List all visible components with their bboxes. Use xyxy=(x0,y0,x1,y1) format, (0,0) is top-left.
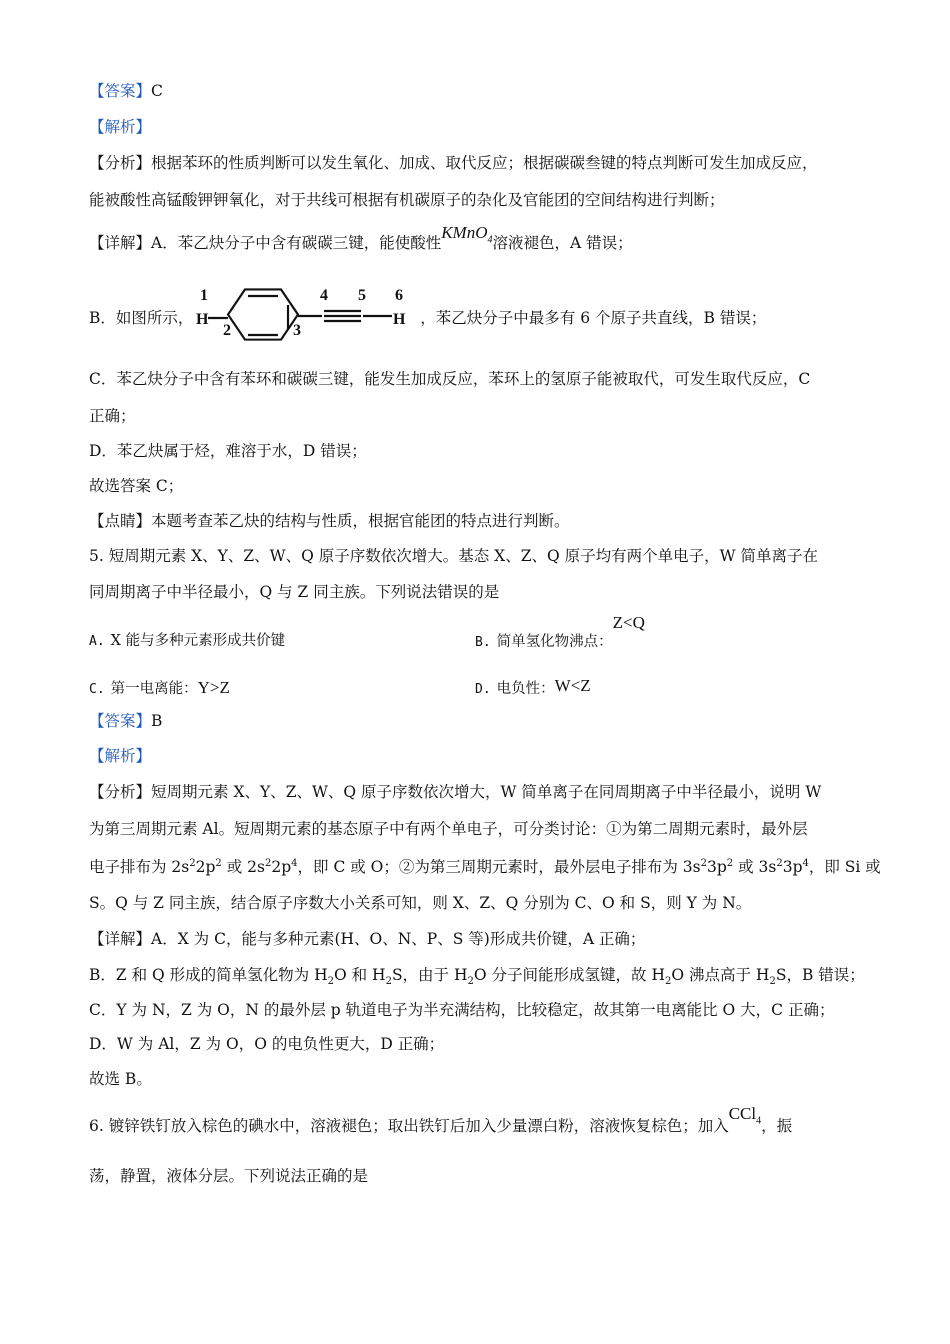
text-seg: O 沸点高于 H xyxy=(671,966,770,984)
answer-tag: 【答案】 xyxy=(89,82,152,100)
q4-analysis-tag: 【解析】 xyxy=(89,118,152,136)
option-c-letter: C. xyxy=(89,682,105,697)
text-seg: 3p xyxy=(706,858,727,876)
q5-fenxi-line4: S。Q 与 Z 同主族，结合原子序数大小关系可知，则 X、Z、Q 分别为 C、O 和 S，则 Y 为 N。 xyxy=(89,894,752,912)
q4-detail-c-line2: 正确； xyxy=(89,407,136,425)
option-d-formula: W<Z xyxy=(554,676,591,695)
q5-detail-d: D．W 为 Al，Z 为 O，O 的电负性更大，D 正确； xyxy=(89,1035,445,1053)
q5-fenxi-line2: 为第三周期元素 Al。短周期元素的基态原子中有两个单电子，可分类讨论：①为第二周期元素时，最外层 xyxy=(89,820,808,838)
answer-value: B xyxy=(151,712,163,730)
text-seg: S，B 错误； xyxy=(775,966,865,984)
label-4: 4 xyxy=(320,287,328,304)
option-d-text: 电负性： xyxy=(496,681,555,697)
ccl4-sub: 4 xyxy=(756,1115,762,1127)
option-b-formula: Z<Q xyxy=(612,613,645,632)
detail-b-pre: B．如图所示， xyxy=(89,309,194,327)
q4-detail-a xyxy=(89,223,633,253)
text-seg: O 分子间能形成氢键，故 H xyxy=(473,966,665,984)
q4-choose: 故选答案 C； xyxy=(89,477,184,495)
answer-value: C xyxy=(151,82,163,100)
text-seg: ，即 C 或 O；②为第三周期元素时，最外层电子排布为 3s xyxy=(297,858,701,876)
q6-stem-pre: 6. 镀锌铁钉放入棕色的碘水中，溶液褪色；取出铁钉后加入少量漂白粉，溶液恢复棕色；加入 xyxy=(89,1117,729,1135)
label-2: 2 xyxy=(223,322,231,339)
option-d-letter: D. xyxy=(475,682,491,697)
text-seg: ，即 Si 或 xyxy=(808,858,881,876)
sup: 2 xyxy=(726,857,734,869)
text-seg: 2p xyxy=(271,858,292,876)
text-seg: 电子排布为 2s xyxy=(89,858,190,876)
sup: 2 xyxy=(776,857,783,869)
ccl4-formula xyxy=(728,1104,762,1127)
sub: 2 xyxy=(467,976,474,988)
q5-choose: 故选 B。 xyxy=(89,1070,152,1088)
option-b-letter: B. xyxy=(475,635,491,650)
kmno4-formula xyxy=(441,223,493,246)
sup: 2 xyxy=(189,857,196,869)
text-seg: 3p xyxy=(782,858,803,876)
detail-b-post: ，苯乙炔分子中最多有 6 个原子共直线，B 错误； xyxy=(420,309,767,327)
sup: 2 xyxy=(264,857,272,869)
text-seg: S，由于 H xyxy=(391,966,468,984)
kmno4-main: KMnO xyxy=(441,223,488,242)
sub: 2 xyxy=(385,976,392,988)
q5-fenxi-line3 xyxy=(89,857,881,877)
option-b xyxy=(475,613,645,653)
q4-answer-line xyxy=(89,81,163,101)
answer-tag: 【答案】 xyxy=(89,712,152,730)
phenylacetylene-structure xyxy=(196,283,421,343)
q5-fenxi-line1 xyxy=(89,782,821,802)
sup: 2 xyxy=(700,857,707,869)
q4-fenxi-line1 xyxy=(89,153,818,173)
label-6: 6 xyxy=(395,287,403,304)
option-b-text: 简单氢化物沸点： xyxy=(496,634,613,650)
label-1: 1 xyxy=(200,287,208,304)
q5-stem-line2: 同周期离子中半径最小，Q 与 Z 同主族。下列说法错误的是 xyxy=(89,583,500,601)
text-seg: 或 3s xyxy=(733,858,777,876)
option-a-text: X 能与多种元素形成共价键 xyxy=(110,633,286,649)
q4-fenxi-line2: 能被酸性高锰酸钾钾氧化，对于共线可根据有机碳原子的杂化及官能团的空间结构进行判断； xyxy=(89,191,725,209)
struct-h-right: H xyxy=(393,311,406,328)
q6-stem-post: ，振 xyxy=(761,1117,793,1135)
detail-a-post: 溶液褪色，A 错误； xyxy=(492,234,633,252)
detail-tag: 【详解】 xyxy=(89,930,152,948)
detail-a-text: A．X 为 C，能与多种元素(H、O、N、P、S 等)形成共价键，A 正确； xyxy=(151,930,646,948)
q5-analysis-tag: 【解析】 xyxy=(89,747,152,765)
option-c-text: 第一电离能： xyxy=(110,681,198,697)
q4-detail-b xyxy=(89,308,766,328)
text-seg: O 和 H xyxy=(333,966,386,984)
text-seg: 或 2s xyxy=(221,858,265,876)
sup: 4 xyxy=(802,857,809,869)
text-seg: 2p xyxy=(195,858,216,876)
sub: 2 xyxy=(664,976,672,988)
q4-detail-d: D．苯乙炔属于烃，难溶于水，D 错误； xyxy=(89,442,367,460)
kmno4-sub: 4 xyxy=(487,234,493,246)
detail-tag: 【详解】 xyxy=(89,234,152,252)
option-c-formula: Y>Z xyxy=(197,678,230,697)
sup: 4 xyxy=(291,857,298,869)
q6-stem-line1 xyxy=(89,1104,793,1136)
sub: 2 xyxy=(327,976,334,988)
dianjing-text: 本题考查苯乙炔的结构与性质，根据官能团的特点进行判断。 xyxy=(151,512,570,530)
ccl4-main: CCl xyxy=(728,1104,757,1123)
sup: 2 xyxy=(215,857,222,869)
detail-a-pre: A．苯乙炔分子中含有碳碳三键，能使酸性 xyxy=(151,234,442,252)
q5-detail-c: C．Y 为 N，Z 为 O，N 的最外层 p 轨道电子为半充满结构，比较稳定，故其第一电离能比 O 大，C 正确； xyxy=(89,1001,835,1019)
text-seg: B．Z 和 Q 形成的简单氢化物为 H xyxy=(89,966,328,984)
fenxi-tag: 【分析】 xyxy=(89,154,152,172)
option-c xyxy=(89,678,230,700)
fenxi-text: 短周期元素 X、Y、Z、W、Q 原子序数依次增大，W 简单离子在同周期离子中半径最小，说明 W xyxy=(151,783,822,801)
option-d xyxy=(475,678,591,700)
q6-stem-line2: 荡，静置，液体分层。下列说法正确的是 xyxy=(89,1167,369,1185)
struct-h-left: H xyxy=(196,311,209,328)
q4-detail-c-line1: C．苯乙炔分子中含有苯环和碳碳三键，能发生加成反应，苯环上的氢原子能被取代，可发生取代反应，C xyxy=(89,370,811,388)
q5-stem-line1: 5. 短周期元素 X、Y、Z、W、Q 原子序数依次增大。基态 X、Z、Q 原子均有两个单电子，W 简单离子在 xyxy=(89,547,818,565)
fenxi-text: 根据苯环的性质判断可以发生氧化、加成、取代反应；根据碳碳叁键的特点判断可发生加成反应， xyxy=(151,154,818,172)
q5-detail-b xyxy=(89,965,865,988)
option-a-letter: A. xyxy=(89,634,105,649)
option-a xyxy=(89,631,285,652)
label-5: 5 xyxy=(358,287,366,304)
dianjing-tag: 【点睛】 xyxy=(89,512,152,530)
label-3: 3 xyxy=(293,322,301,339)
q4-dianjing xyxy=(89,511,570,531)
fenxi-tag: 【分析】 xyxy=(89,783,152,801)
q5-detail-a xyxy=(89,929,645,949)
sub: 2 xyxy=(769,976,776,988)
q5-answer-line xyxy=(89,711,162,731)
